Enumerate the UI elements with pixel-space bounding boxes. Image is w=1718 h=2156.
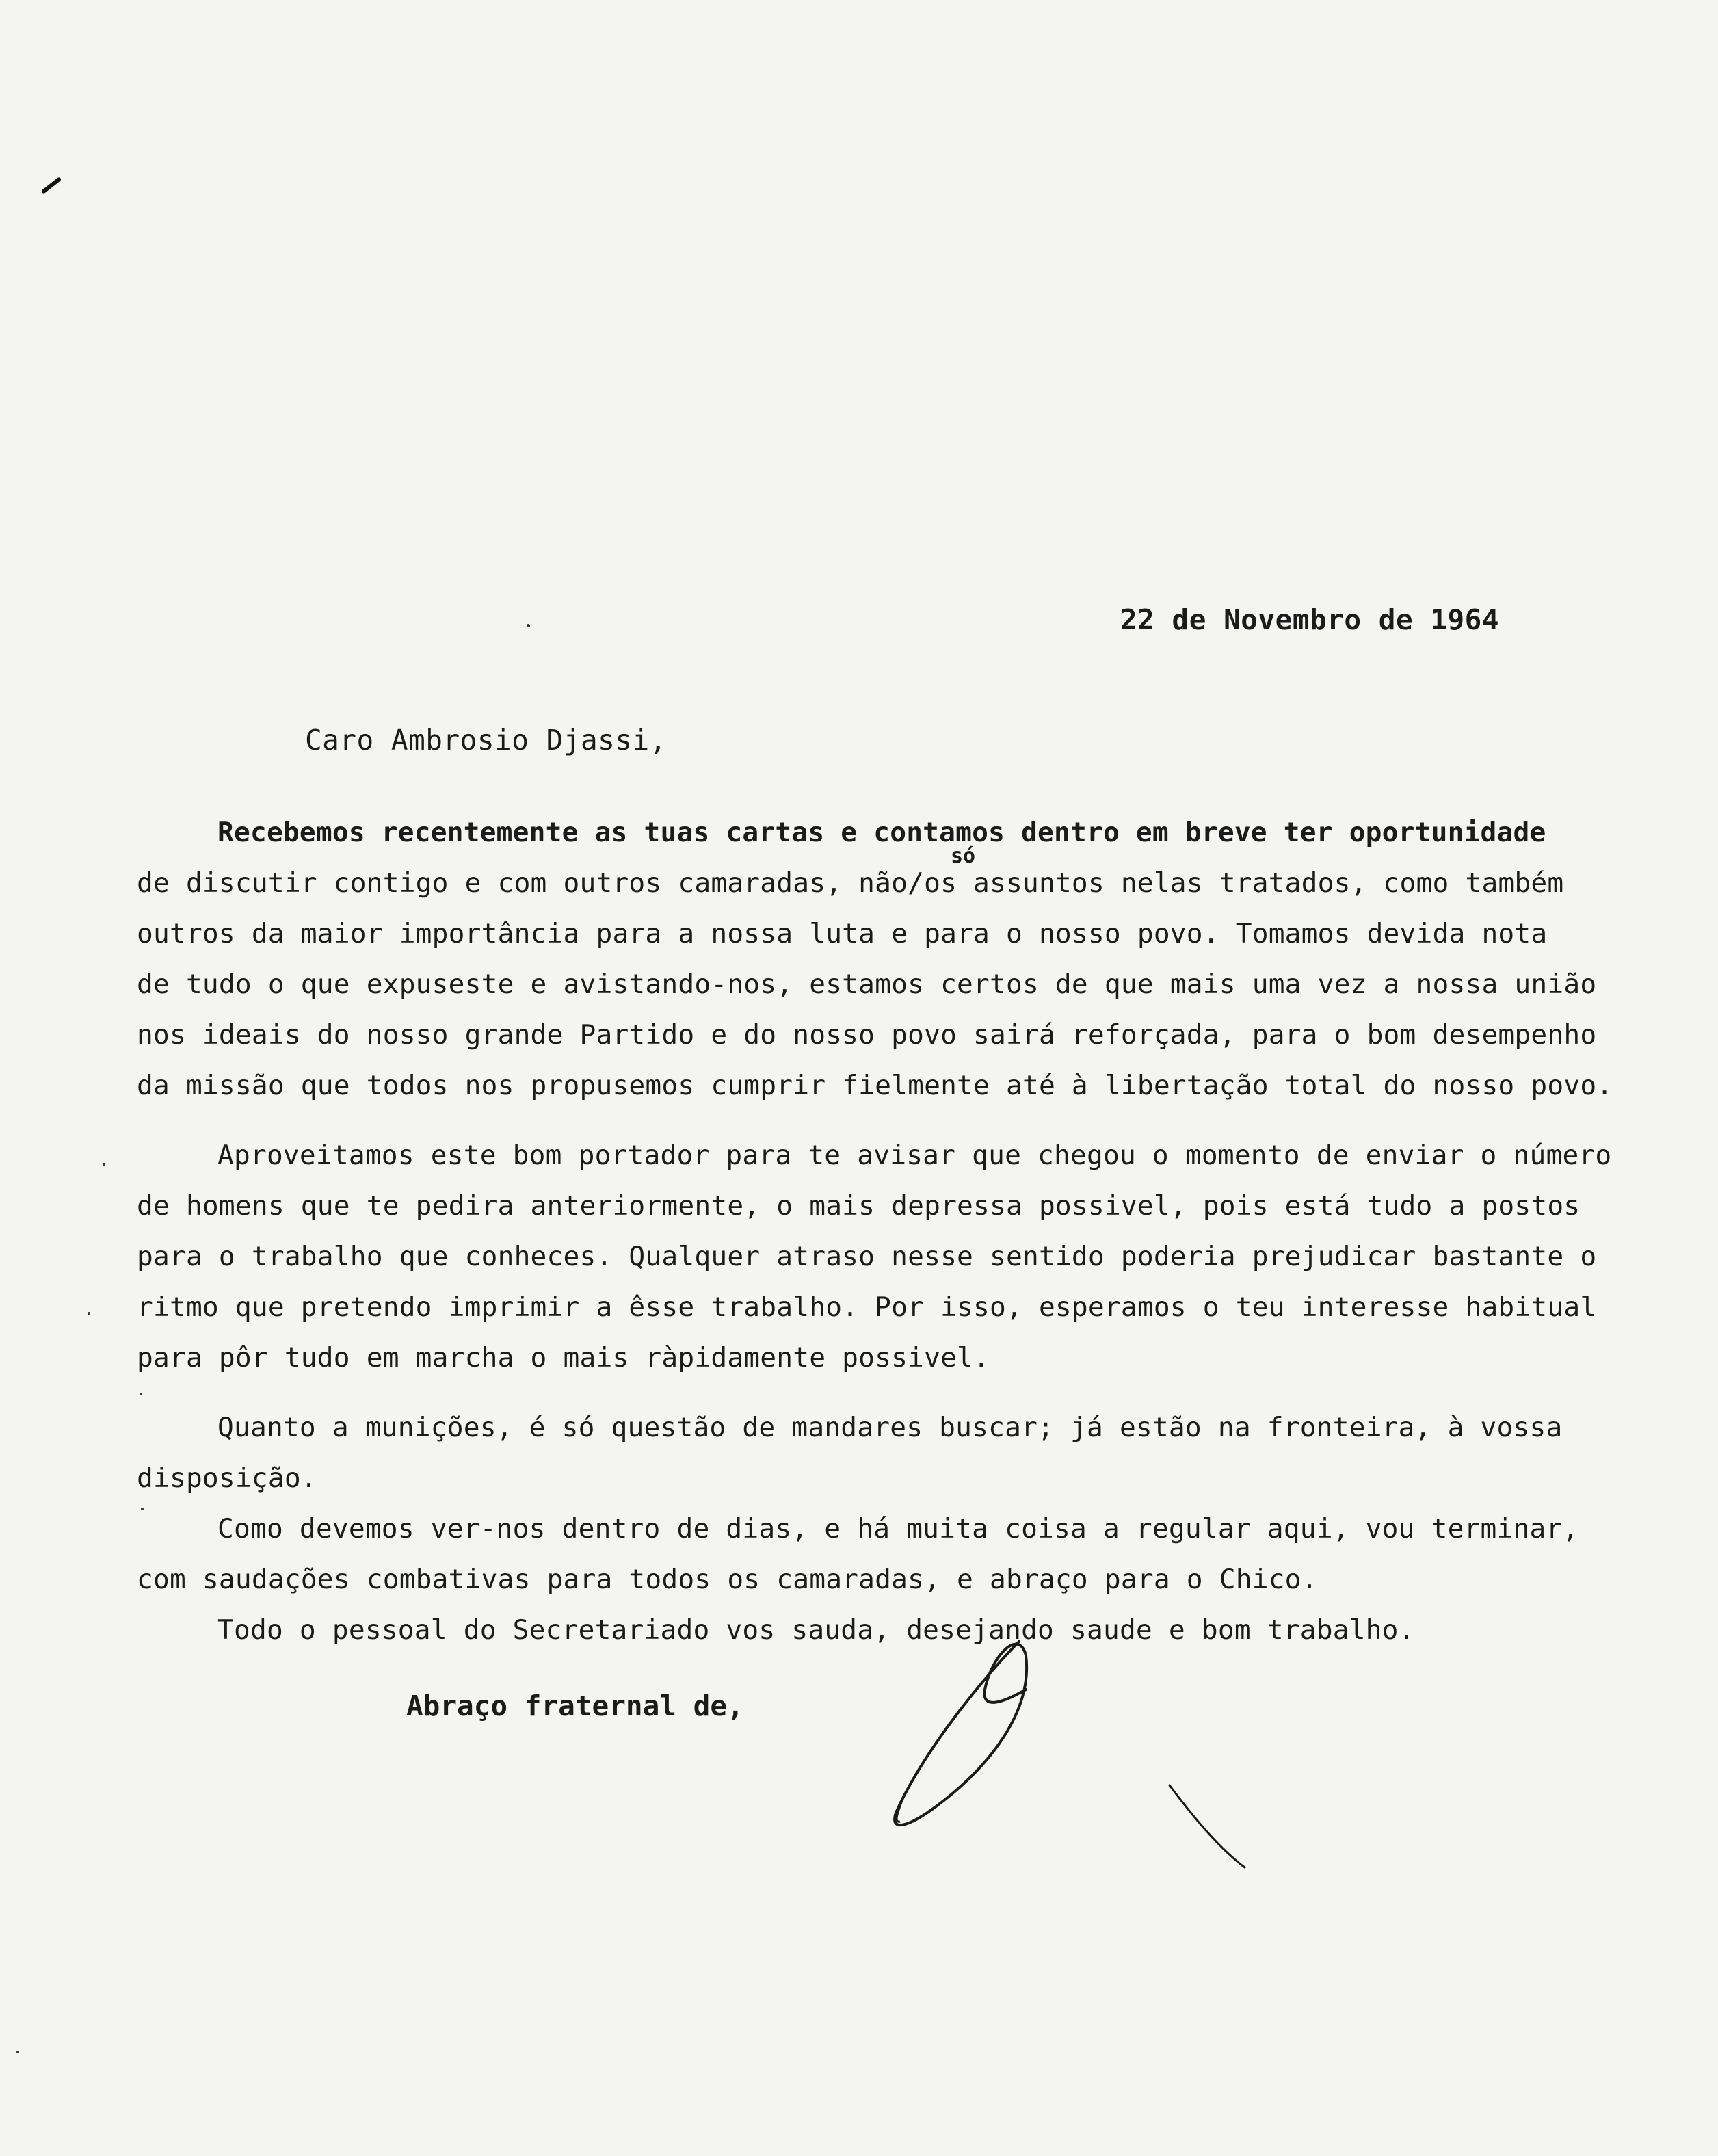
body-line: para o trabalho que conheces. Qualquer atraso nesse sentido poderia prejudicar bastante o xyxy=(137,1241,1597,1272)
body-line: Como devemos ver-nos dentro de dias, e há muita coisa a regular aqui, vou terminar, xyxy=(217,1513,1579,1544)
speck xyxy=(88,1312,90,1315)
speck xyxy=(141,1508,144,1510)
body-line: de homens que te pedira anteriormente, o mais depressa possivel, pois está tudo a postos xyxy=(137,1190,1581,1222)
body-line: ritmo que pretendo imprimir a êsse trabalho. Por isso, esperamos o teu interesse habitual xyxy=(137,1291,1597,1323)
body-line: de discutir contigo e com outros camaradas, não/os assuntos nelas tratados, como também xyxy=(137,867,1564,899)
body-line: Recebemos recentemente as tuas cartas e contamos dentro em breve ter oportunidade xyxy=(217,817,1546,848)
body-line: para pôr tudo em marcha o mais ràpidamente possivel. xyxy=(137,1342,990,1373)
body-line: nos ideais do nosso grande Partido e do nosso povo sairá reforçada, para o bom desempenho xyxy=(137,1019,1597,1051)
body-line: com saudações combativas para todos os camaradas, e abraço para o Chico. xyxy=(137,1564,1318,1595)
body-line: Quanto a munições, é só questão de mandares buscar; já estão na fronteira, à vossa xyxy=(217,1412,1563,1443)
speck xyxy=(140,1393,142,1395)
speck xyxy=(16,2051,19,2053)
handwritten-correction: só xyxy=(951,844,976,868)
body-line: outros da maior importância para a nossa luta e para o nosso povo. Tomamos devida nota xyxy=(137,918,1548,949)
body-line: disposição. xyxy=(137,1462,317,1494)
stray-ink-mark xyxy=(41,176,62,194)
body-line: de tudo o que expuseste e avistando-nos, estamos certos de que mais uma vez a nossa união xyxy=(137,969,1597,1000)
handwritten-signature xyxy=(882,1628,1265,1888)
letter-date: 22 de Novembro de 1964 xyxy=(1120,603,1500,636)
speck xyxy=(103,1163,105,1166)
body-line: Aproveitamos este bom portador para te avisar que chegou o momento de enviar o número xyxy=(217,1140,1612,1171)
body-line: Todo o pessoal do Secretariado vos sauda, desejando saude e bom trabalho. xyxy=(217,1614,1415,1646)
salutation: Caro Ambrosio Djassi, xyxy=(305,724,667,757)
speck xyxy=(527,624,530,627)
body-line: da missão que todos nos propusemos cumprir fielmente até à libertação total do nosso povo. xyxy=(137,1070,1613,1101)
closing xyxy=(406,1690,744,1722)
closing-text: Abraço fraternal de, xyxy=(406,1690,744,1722)
